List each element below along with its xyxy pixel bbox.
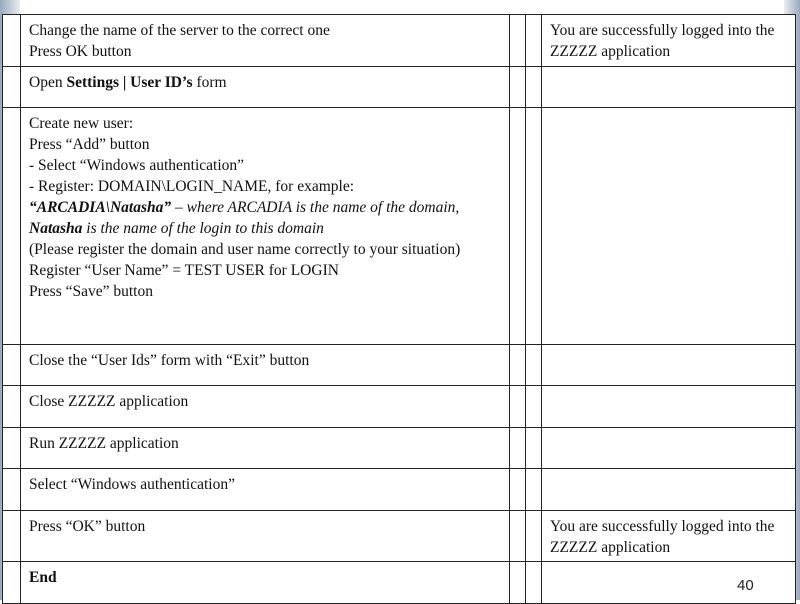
check-cell xyxy=(510,562,526,604)
action-cell: Run ZZZZZ application xyxy=(21,428,510,469)
table-row xyxy=(3,108,796,345)
action-cell: Select “Windows authentication” xyxy=(21,469,510,511)
check-cell xyxy=(526,108,542,345)
check-cell xyxy=(510,511,526,562)
check-cell xyxy=(510,345,526,386)
action-line: Press “Add” button xyxy=(29,136,150,153)
row-marker-cell xyxy=(3,469,21,511)
result-cell xyxy=(542,386,796,428)
action-cell: Close ZZZZZ application xyxy=(21,386,510,428)
table-row xyxy=(3,386,796,428)
row-marker-cell xyxy=(3,67,21,108)
row-marker-cell xyxy=(3,428,21,469)
table-row xyxy=(3,67,796,108)
row-marker-cell xyxy=(3,511,21,562)
row-marker-cell xyxy=(3,562,21,604)
action-cell: Press “OK” button xyxy=(21,511,510,562)
example-login: “ARCADIA\Natasha” xyxy=(29,199,172,216)
check-cell xyxy=(510,469,526,511)
check-cell xyxy=(526,469,542,511)
action-text: form xyxy=(192,74,227,91)
result-cell: You are successfully logged into the ZZZZZ application xyxy=(542,15,796,67)
page-number: 40 xyxy=(737,577,754,594)
action-line: Register “User Name” = TEST USER for LOGIN xyxy=(29,262,339,279)
check-cell xyxy=(510,15,526,67)
action-cell xyxy=(21,15,510,67)
example-note: is the name of the login to this domain xyxy=(82,220,324,237)
action-line: Press OK button xyxy=(29,43,132,60)
row-marker-cell xyxy=(3,15,21,67)
action-cell xyxy=(21,67,510,108)
example-note: – where ARCADIA is the name of the domain, xyxy=(171,199,460,216)
check-cell xyxy=(510,108,526,345)
check-cell xyxy=(526,15,542,67)
end-label: End xyxy=(29,569,57,586)
result-cell xyxy=(542,562,796,604)
result-cell xyxy=(542,67,796,108)
action-cell: Close the “User Ids” form with “Exit” button xyxy=(21,345,510,386)
check-cell xyxy=(510,386,526,428)
result-cell xyxy=(542,469,796,511)
result-cell xyxy=(542,108,796,345)
table-row xyxy=(3,469,796,511)
row-marker-cell xyxy=(3,108,21,345)
action-line: - Select “Windows authentication” xyxy=(29,157,245,174)
check-cell xyxy=(526,386,542,428)
action-line: Create new user: xyxy=(29,115,134,132)
check-cell xyxy=(526,345,542,386)
action-line: (Please register the domain and user name correctly to your situation) xyxy=(29,241,461,258)
check-cell xyxy=(526,511,542,562)
check-cell xyxy=(526,67,542,108)
action-cell xyxy=(21,108,510,345)
check-cell xyxy=(526,562,542,604)
row-marker-cell xyxy=(3,386,21,428)
action-text: Open xyxy=(29,74,67,91)
result-cell: You are successfully logged into the ZZZZZ application xyxy=(542,511,796,562)
check-cell xyxy=(510,67,526,108)
example-user: Natasha xyxy=(29,220,83,237)
result-cell xyxy=(542,428,796,469)
action-cell xyxy=(21,562,510,604)
table-row xyxy=(3,345,796,386)
result-cell xyxy=(542,345,796,386)
action-line: Change the name of the server to the correct one xyxy=(29,22,330,39)
menu-path: Settings | User ID’s xyxy=(66,74,193,91)
check-cell xyxy=(510,428,526,469)
example-text xyxy=(29,197,501,239)
table-row xyxy=(3,511,796,562)
row-marker-cell xyxy=(3,345,21,386)
test-steps-table xyxy=(2,14,796,604)
table-row xyxy=(3,15,796,67)
table-row xyxy=(3,562,796,604)
check-cell xyxy=(526,428,542,469)
table-row xyxy=(3,428,796,469)
action-line: - Register: DOMAIN\LOGIN_NAME, for example: xyxy=(29,178,355,195)
action-line: Press “Save” button xyxy=(29,283,153,300)
